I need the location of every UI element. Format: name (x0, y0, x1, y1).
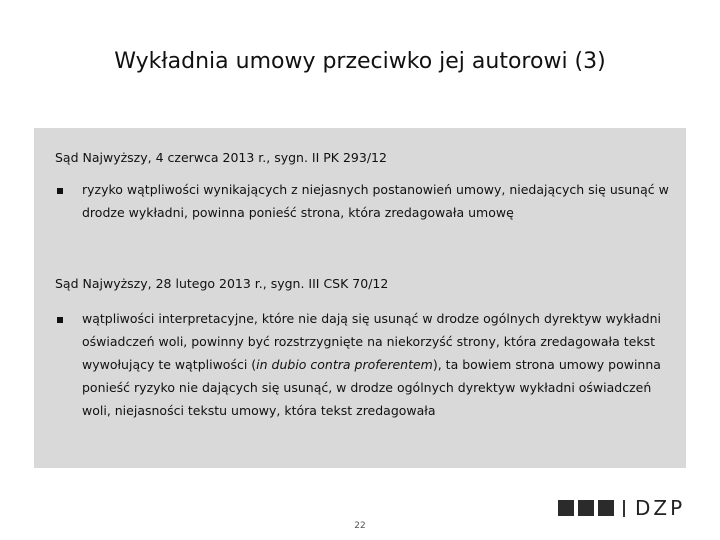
slide-title: Wykładnia umowy przeciwko jej autorowi (3) (114, 49, 606, 74)
case-heading-2: Sąd Najwyższy, 28 lutego 2013 r., sygn. III CSK 70/12 (55, 276, 389, 291)
case-bullet-text-2-part-1: wątpliwości interpretacyjne, które nie dają się usunąć w drodze ogólnych dyrektyw wykładni oświadczeń woli, powinny być rozstrzygnięte na niekorzyść strony, która zredagowała tekst wywołujący te wątpliwości ( (82, 311, 661, 372)
bullet-square-icon (57, 317, 63, 323)
content-box (34, 128, 686, 468)
page-number: 22 (354, 521, 366, 531)
case-bullet-text-2-italic: in dubio contra proferentem (256, 357, 433, 372)
logo-square-icon (578, 500, 594, 516)
case-bullet-text-2-part-2: ), ta bowiem strona umowy powinna ponieść ryzyko nie dających się usunąć, w drodze ogólnych dyrektyw wykładni oświadczeń woli, niejasności tekstu umowy, która tekst zredagowała (82, 357, 661, 418)
case-bullet-text-1: ryzyko wątpliwości wynikających z niejasnych postanowień umowy, niedających się usunąć w drodze wykładni, powinna ponieść strona, która zredagowała umowę (82, 182, 669, 220)
logo-square-icon (558, 500, 574, 516)
case-heading-1: Sąd Najwyższy, 4 czerwca 2013 r., sygn. II PK 293/12 (55, 150, 387, 165)
dzp-logo (558, 498, 685, 518)
logo-text: DZP (635, 496, 686, 520)
bullet-square-icon (57, 188, 63, 194)
logo-square-icon (598, 500, 614, 516)
logo-divider (623, 500, 625, 517)
case-bullet-text-2 (82, 307, 677, 422)
